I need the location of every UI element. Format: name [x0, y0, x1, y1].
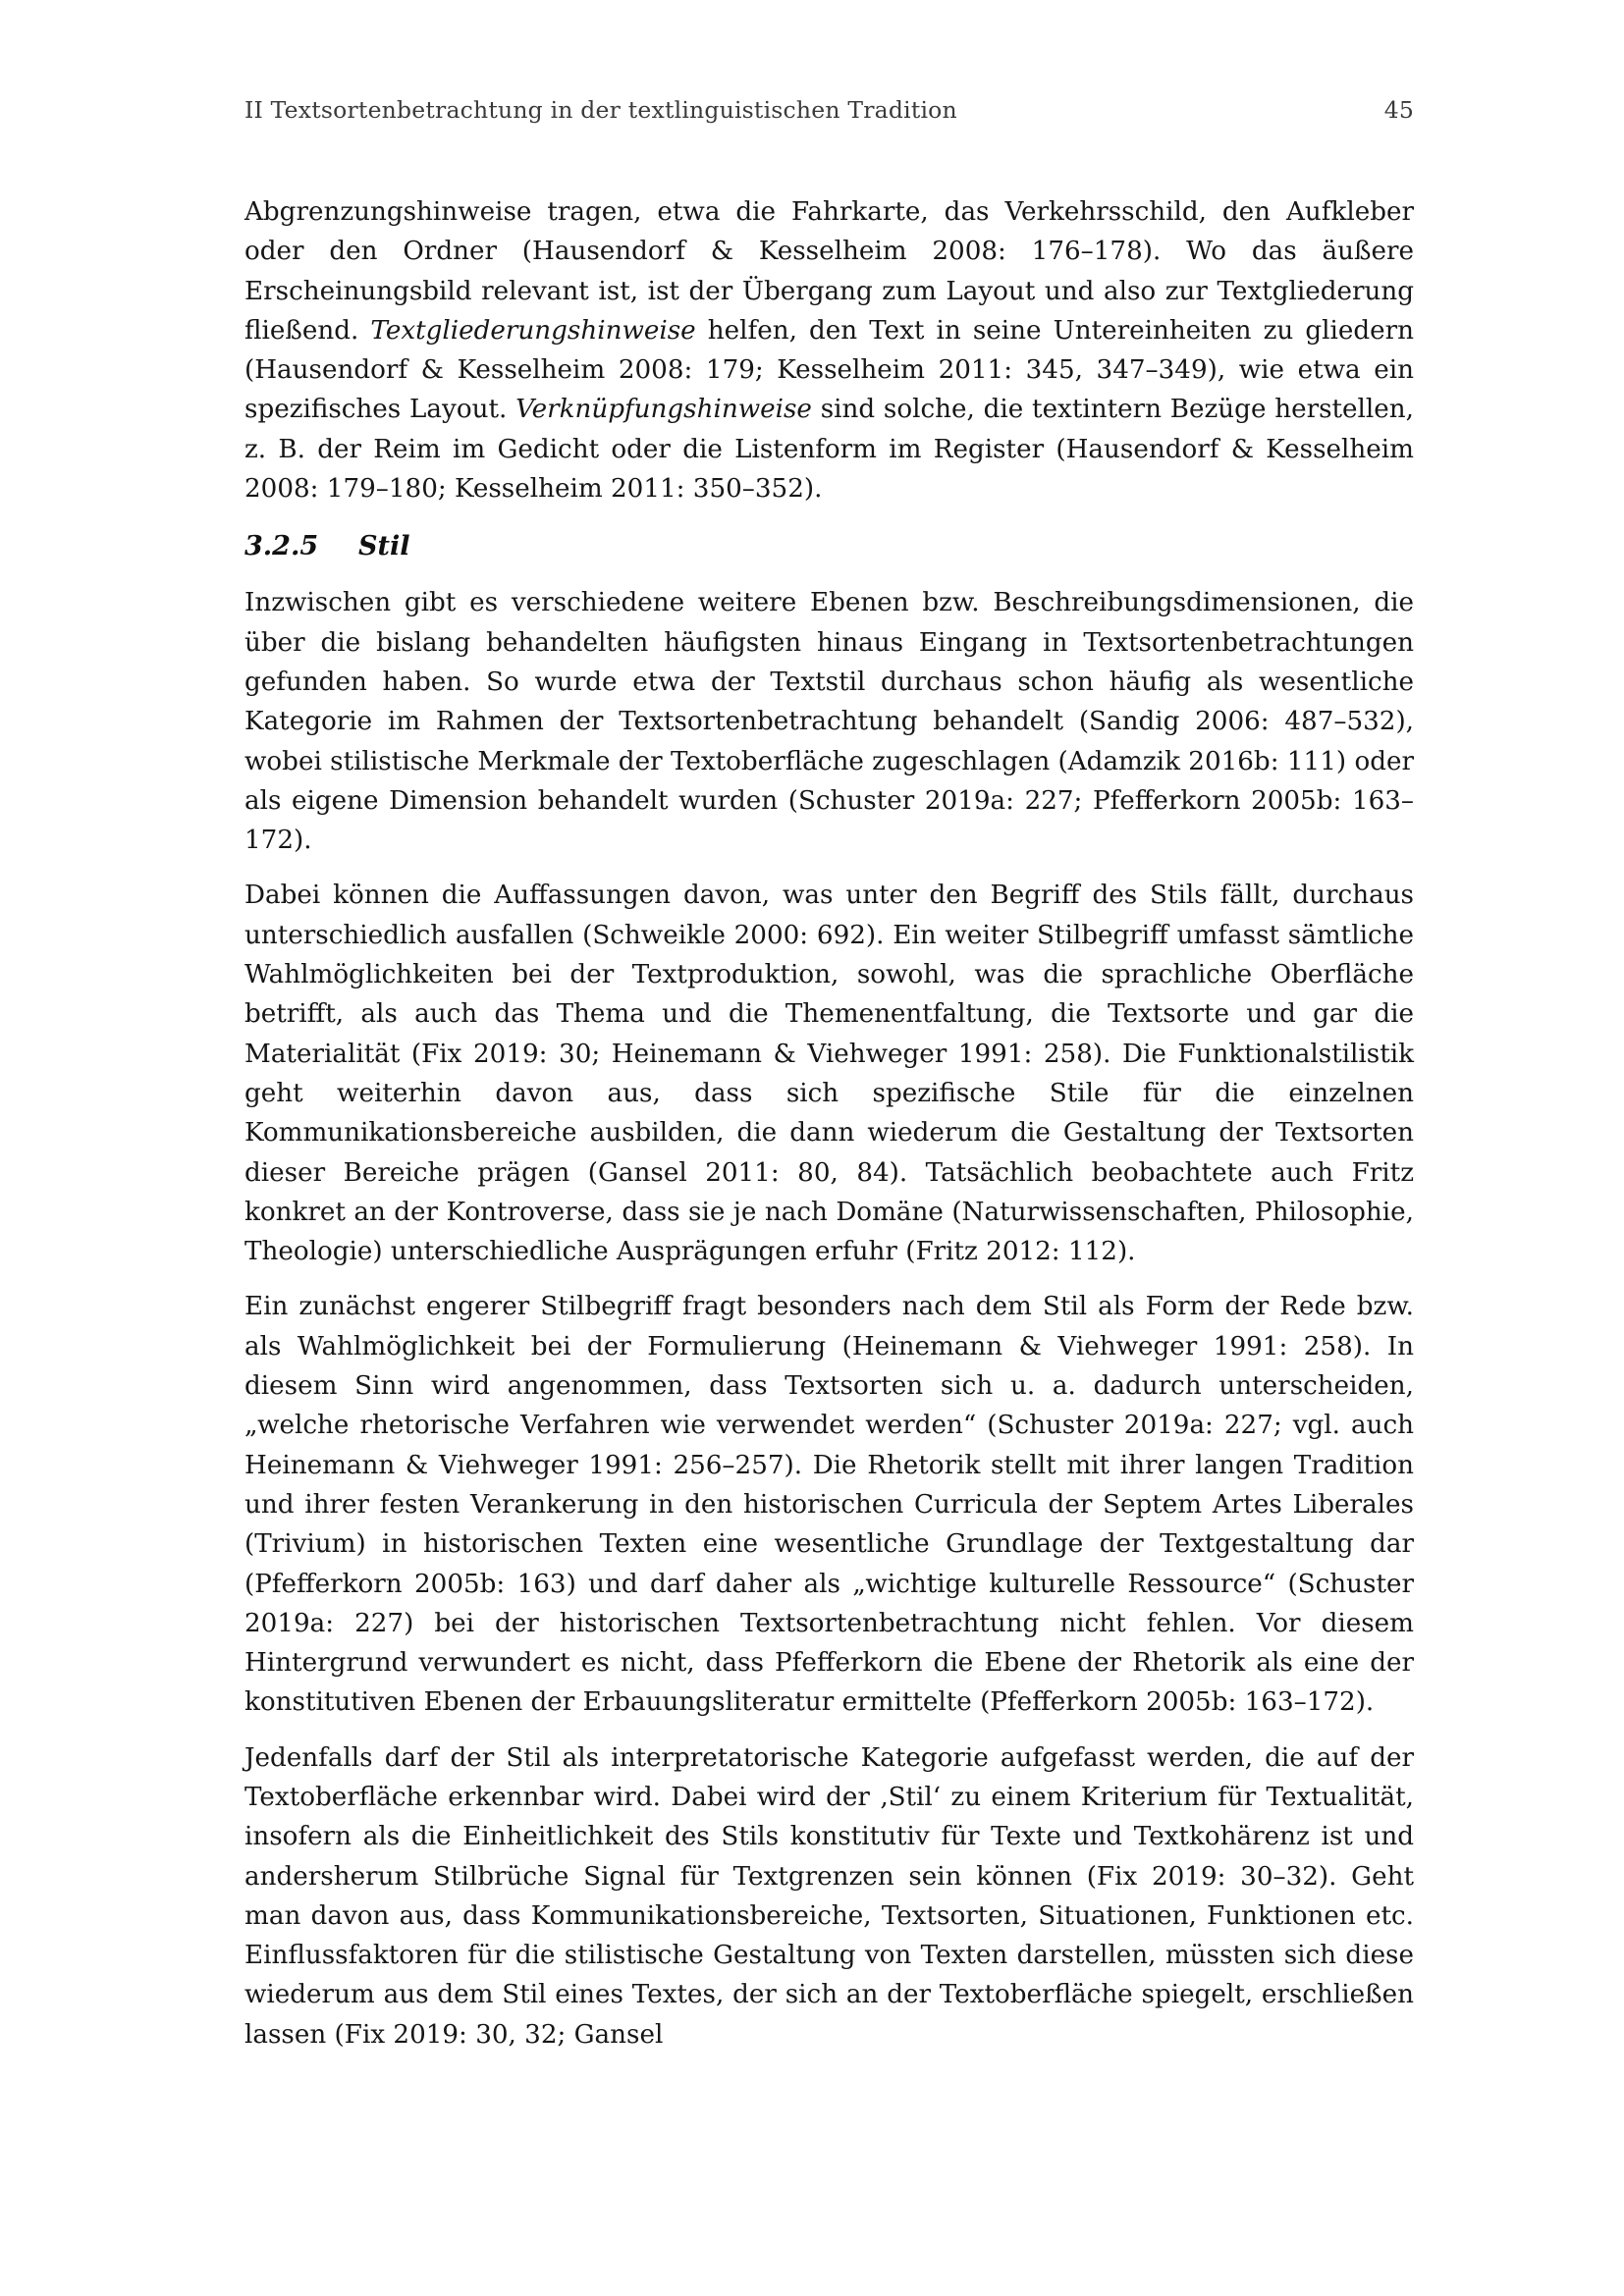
running-header — [244, 96, 1414, 130]
section-heading — [244, 524, 1414, 569]
running-header-title: II Textsortenbetrachtung in der textlinguistischen Tradition — [244, 96, 957, 124]
text-run: helfen, den Text in seine Untereinheiten zu gliedern (Hausendorf & Kesselheim 2008: 179; Kesselheim 2011: 345, 347–349), wie etwa ein spezifisches Layout. — [244, 315, 1414, 425]
text-run: Abgrenzungshinweise tragen, etwa die Fahrkarte, das Verkehrsschild, den Aufkleber oder den Ordner (Hausendorf & Kesselheim 2008: 176–178). Wo das äußere Erscheinungsbild relevant ist, ist der Übergang zum Layout und also zur Textgliederung fließend. — [244, 197, 1414, 346]
section-number: 3.2.5 — [244, 531, 319, 562]
paragraph-continuation — [244, 192, 1414, 508]
body-text — [244, 192, 1414, 2055]
page-number: 45 — [1383, 96, 1414, 124]
paragraph: Dabei können die Auffassungen davon, was unter den Begriff des Stils fällt, durchaus unterschiedlich ausfallen (Schweikle 2000: 692). Ein weiter Stilbegriff umfasst sämtliche Wahlmöglichkeiten bei der Textproduktion, sowohl, was die sprachliche Oberfläche betrifft, als auch das Thema und die Themenentfaltung, die Textsorte und gar die Materialität (Fix 2019: 30; Heinemann & Viehweger 1991: 258). Die Funktionalstilistik geht weiterhin davon aus, dass sich spezifische Stile für die einzelnen Kommunikationsbereiche ausbilden, die dann wiederum die Gestaltung der Textsorten dieser Bereiche prägen (Gansel 2011: 80, 84). Tatsächlich beobachtete auch Fritz konkret an der Kontroverse, dass sie je nach Domäne (Naturwissenschaften, Philosophie, Theologie) unterschiedliche Ausprägungen erfuhr (Fritz 2012: 112). — [244, 881, 1414, 1267]
text-run: sind solche, die textintern Bezüge herstellen, z. B. der Reim im Gedicht oder die Listenform im Register (Hausendorf & Kesselheim 2008: 179–180; Kesselheim 2011: 350–352). — [244, 395, 1414, 505]
paragraph: Inzwischen gibt es verschiedene weitere Ebenen bzw. Beschreibungsdimensionen, die über die bislang behandelten häufigsten hinaus Eingang in Textsortenbetrachtungen gefunden haben. So wurde etwa der Textstil durchaus schon häufig als wesentliche Kategorie im Rahmen der Textsortenbetrachtung behandelt (Sandig 2006: 487–532), wobei stilistische Merkmale der Textoberfläche zugeschlagen (Adamzik 2016b: 111) oder als eigene Dimension behandelt wurden (Schuster 2019a: 227; Pfefferkorn 2005b: 163–172). — [244, 588, 1414, 856]
paragraph: Jedenfalls darf der Stil als interpretatorische Kategorie aufgefasst werden, die auf der Textoberfläche erkennbar wird. Dabei wird der ‚Stil‘ zu einem Kriterium für Textualität, insofern als die Einheitlichkeit des Stils konstitutiv für Texte und Textkohärenz ist und andersherum Stilbrüche Signal für Textgrenzen sein können (Fix 2019: 30–32). Geht man davon aus, dass Kommunikationsbereiche, Textsorten, Situationen, Funktionen etc. Einflussfaktoren für die stilistische Gestaltung von Texten darstellen, müssten sich diese wiederum aus dem Stil eines Textes, der sich an der Textoberfläche spiegelt, erschließen lassen (Fix 2019: 30, 32; Gansel — [244, 1742, 1414, 2050]
text-run-italic: Verknüpfungshinweise — [515, 395, 812, 425]
section-title: Stil — [358, 531, 410, 562]
text-run-italic: Textgliederungshinweise — [370, 315, 696, 346]
paragraph: Ein zunächst engerer Stilbegriff fragt besonders nach dem Stil als Form der Rede bzw. als Wahlmöglichkeit bei der Formulierung (Heinemann & Viehweger 1991: 258). In diesem Sinn wird angenommen, dass Textsorten sich u. a. dadurch unterscheiden, „welche rhetorische Verfahren wie verwendet werden“ (Schuster 2019a: 227; vgl. auch Heinemann & Viehweger 1991: 256–257). Die Rhetorik stellt mit ihrer langen Tradition und ihrer festen Verankerung in den historischen Curricula der Septem Artes Liberales (Trivium) in historischen Texten eine wesentliche Grundlage der Textgestaltung dar (Pfefferkorn 2005b: 163) und darf daher als „wichtige kulturelle Ressource“ (Schuster 2019a: 227) bei der historischen Textsortenbetrachtung nicht fehlen. Vor diesem Hintergrund verwundert es nicht, dass Pfefferkorn die Ebene der Rhetorik als eine der konstitutiven Ebenen der Erbauungsliteratur ermittelte (Pfefferkorn 2005b: 163–172). — [244, 1292, 1414, 1718]
